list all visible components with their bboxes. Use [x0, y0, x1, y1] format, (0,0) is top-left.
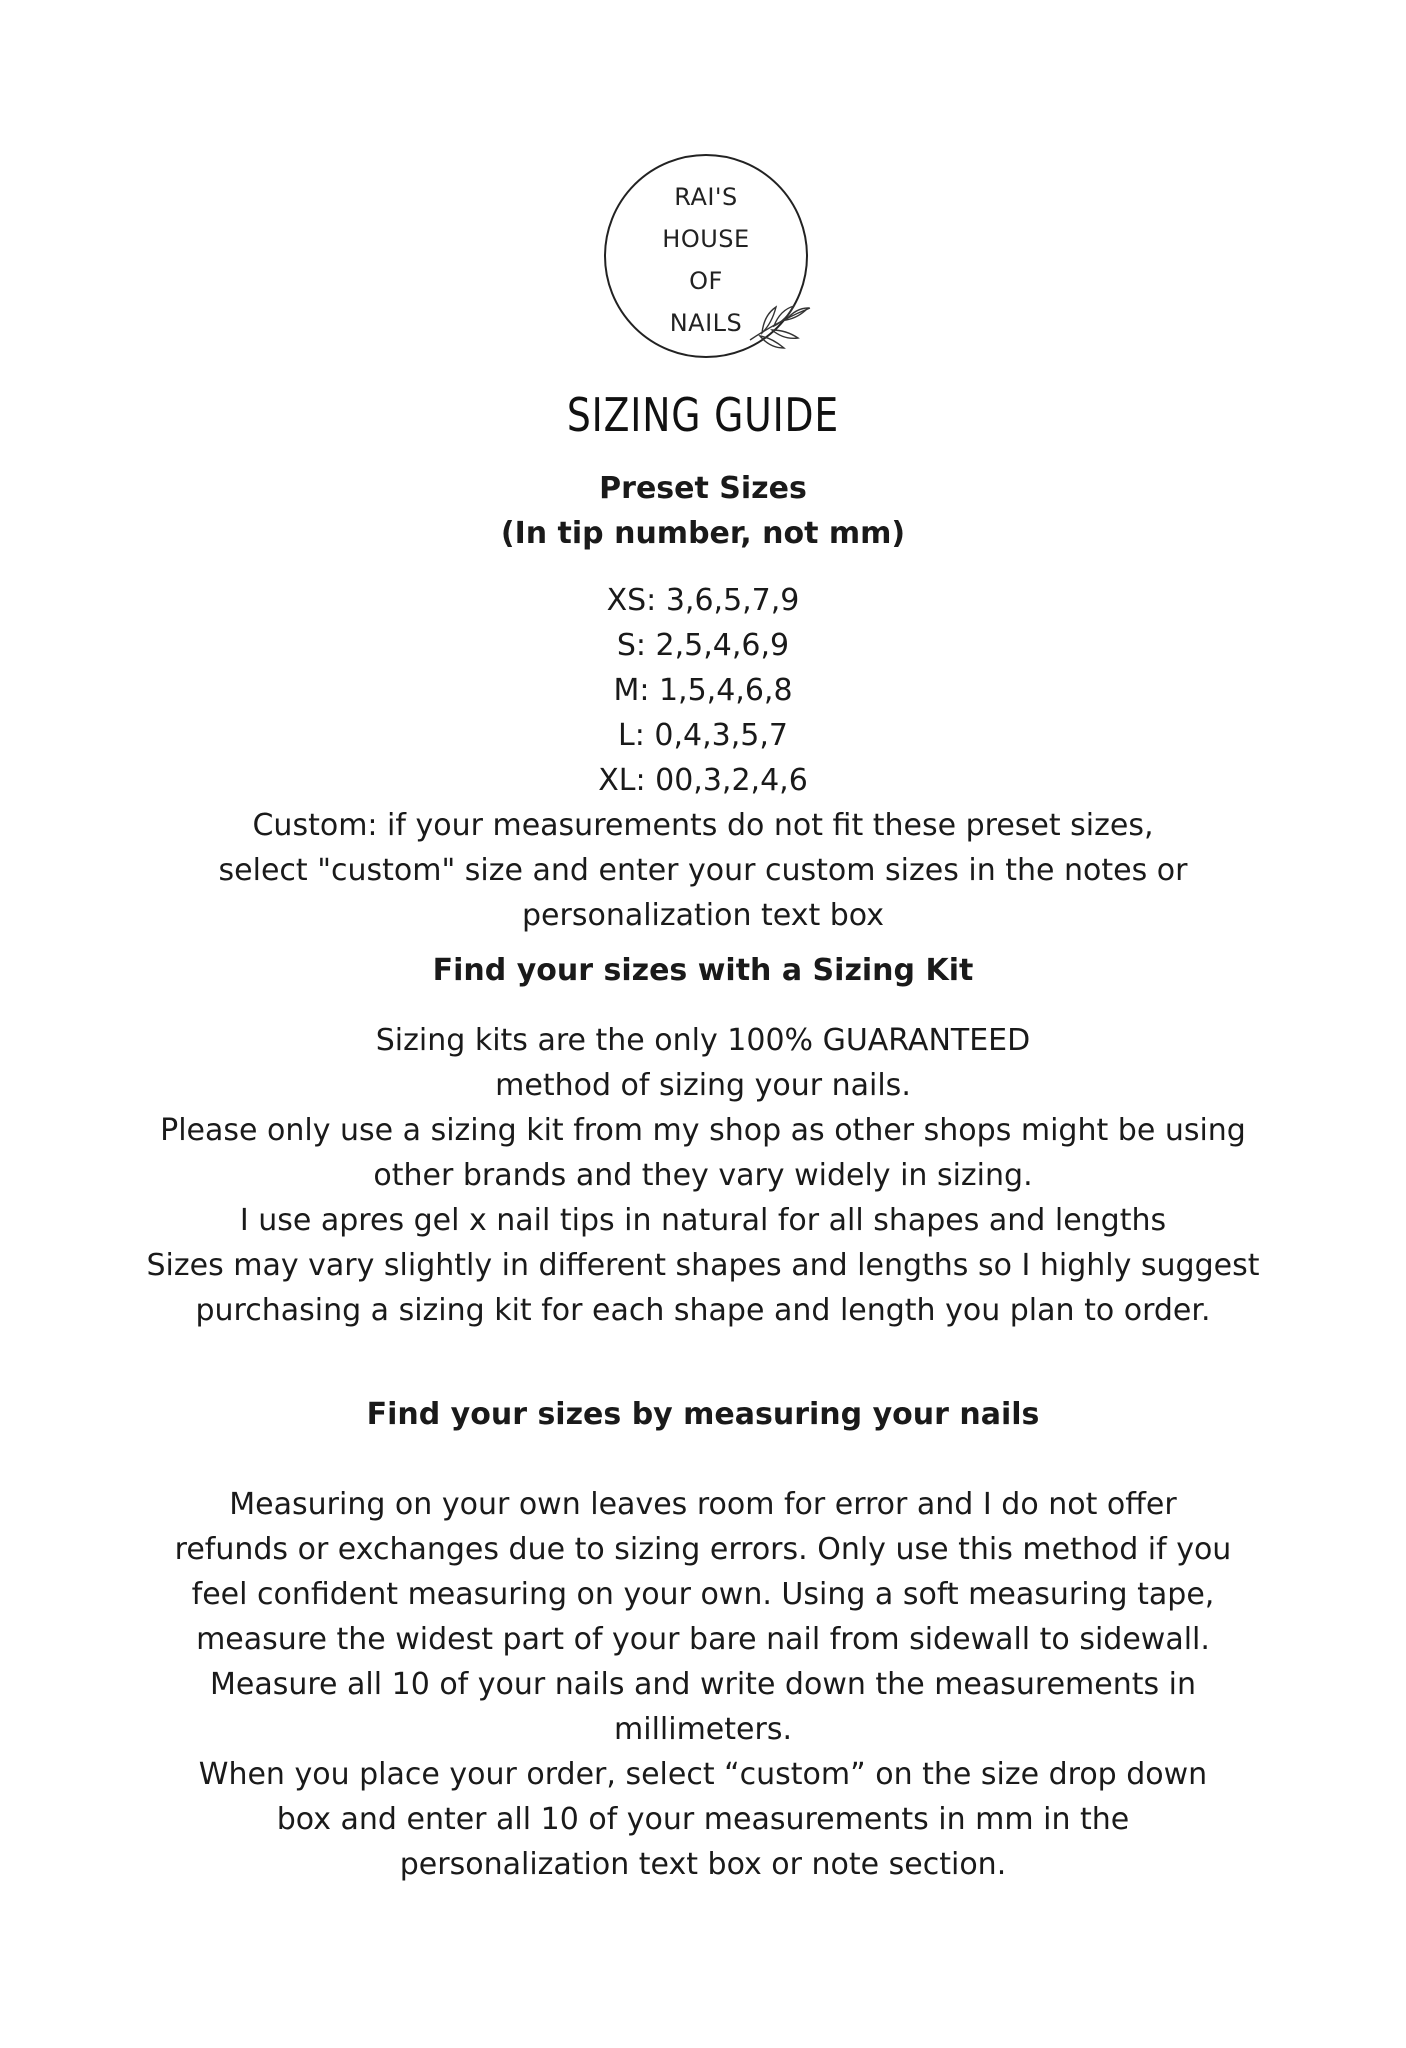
logo-line: RAI'S — [674, 183, 738, 211]
custom-note-line: Custom: if your measurements do not fit these preset sizes, — [252, 808, 1154, 843]
sizing-kit-paragraph — [0, 1018, 1406, 1333]
logo-line: HOUSE — [662, 225, 750, 253]
paragraph-line: When you place your order, select “custom” on the size drop down — [198, 1757, 1208, 1792]
logo-wordmark — [600, 176, 812, 344]
page-title: SIZING GUIDE — [566, 388, 840, 442]
paragraph-line: Sizing kits are the only 100% GUARANTEED — [375, 1023, 1031, 1058]
size-row: M: 1,5,4,6,8 — [613, 673, 793, 708]
paragraph-line: millimeters. — [614, 1712, 792, 1747]
paragraph-line: personalization text box or note section. — [399, 1847, 1007, 1882]
paragraph-line: Please only use a sizing kit from my shop as other shops might be using — [160, 1113, 1246, 1148]
size-row: XL: 00,3,2,4,6 — [598, 763, 808, 798]
paragraph-line: I use apres gel x nail tips in natural for all shapes and lengths — [239, 1203, 1167, 1238]
paragraph-line: other brands and they vary widely in sizing. — [373, 1158, 1033, 1193]
measuring-heading — [0, 1392, 1406, 1437]
size-row: S: 2,5,4,6,9 — [616, 628, 790, 663]
paragraph-line: Sizes may vary slightly in different shapes and lengths so I highly suggest — [146, 1248, 1260, 1283]
logo-line: OF — [689, 267, 723, 295]
size-row: L: 0,4,3,5,7 — [618, 718, 788, 753]
paragraph-line: Measure all 10 of your nails and write down the measurements in — [209, 1667, 1196, 1702]
measuring-paragraph — [0, 1482, 1406, 1887]
sizing-kit-heading-text: Find your sizes with a Sizing Kit — [432, 953, 974, 988]
custom-note-line: personalization text box — [522, 898, 884, 933]
preset-sizes-list — [0, 578, 1406, 938]
logo-line: NAILS — [669, 309, 743, 337]
custom-note-line: select "custom" size and enter your custom sizes in the notes or — [218, 853, 1188, 888]
preset-heading-line: (In tip number, not mm) — [500, 516, 906, 551]
paragraph-line: method of sizing your nails. — [495, 1068, 911, 1103]
preset-sizes-heading — [0, 466, 1406, 556]
paragraph-line: measure the widest part of your bare nail from sidewall to sidewall. — [196, 1622, 1210, 1657]
brand-logo — [600, 150, 820, 370]
size-row: XS: 3,6,5,7,9 — [606, 583, 800, 618]
measuring-heading-text: Find your sizes by measuring your nails — [366, 1397, 1040, 1432]
paragraph-line: Measuring on your own leaves room for error and I do not offer — [229, 1487, 1177, 1522]
paragraph-line: box and enter all 10 of your measurements in mm in the — [276, 1802, 1130, 1837]
paragraph-line: refunds or exchanges due to sizing errors. Only use this method if you — [174, 1532, 1232, 1567]
sizing-kit-heading — [0, 948, 1406, 993]
preset-heading-line: Preset Sizes — [599, 471, 807, 506]
paragraph-line: feel confident measuring on your own. Using a soft measuring tape, — [191, 1577, 1215, 1612]
paragraph-line: purchasing a sizing kit for each shape and length you plan to order. — [195, 1293, 1211, 1328]
